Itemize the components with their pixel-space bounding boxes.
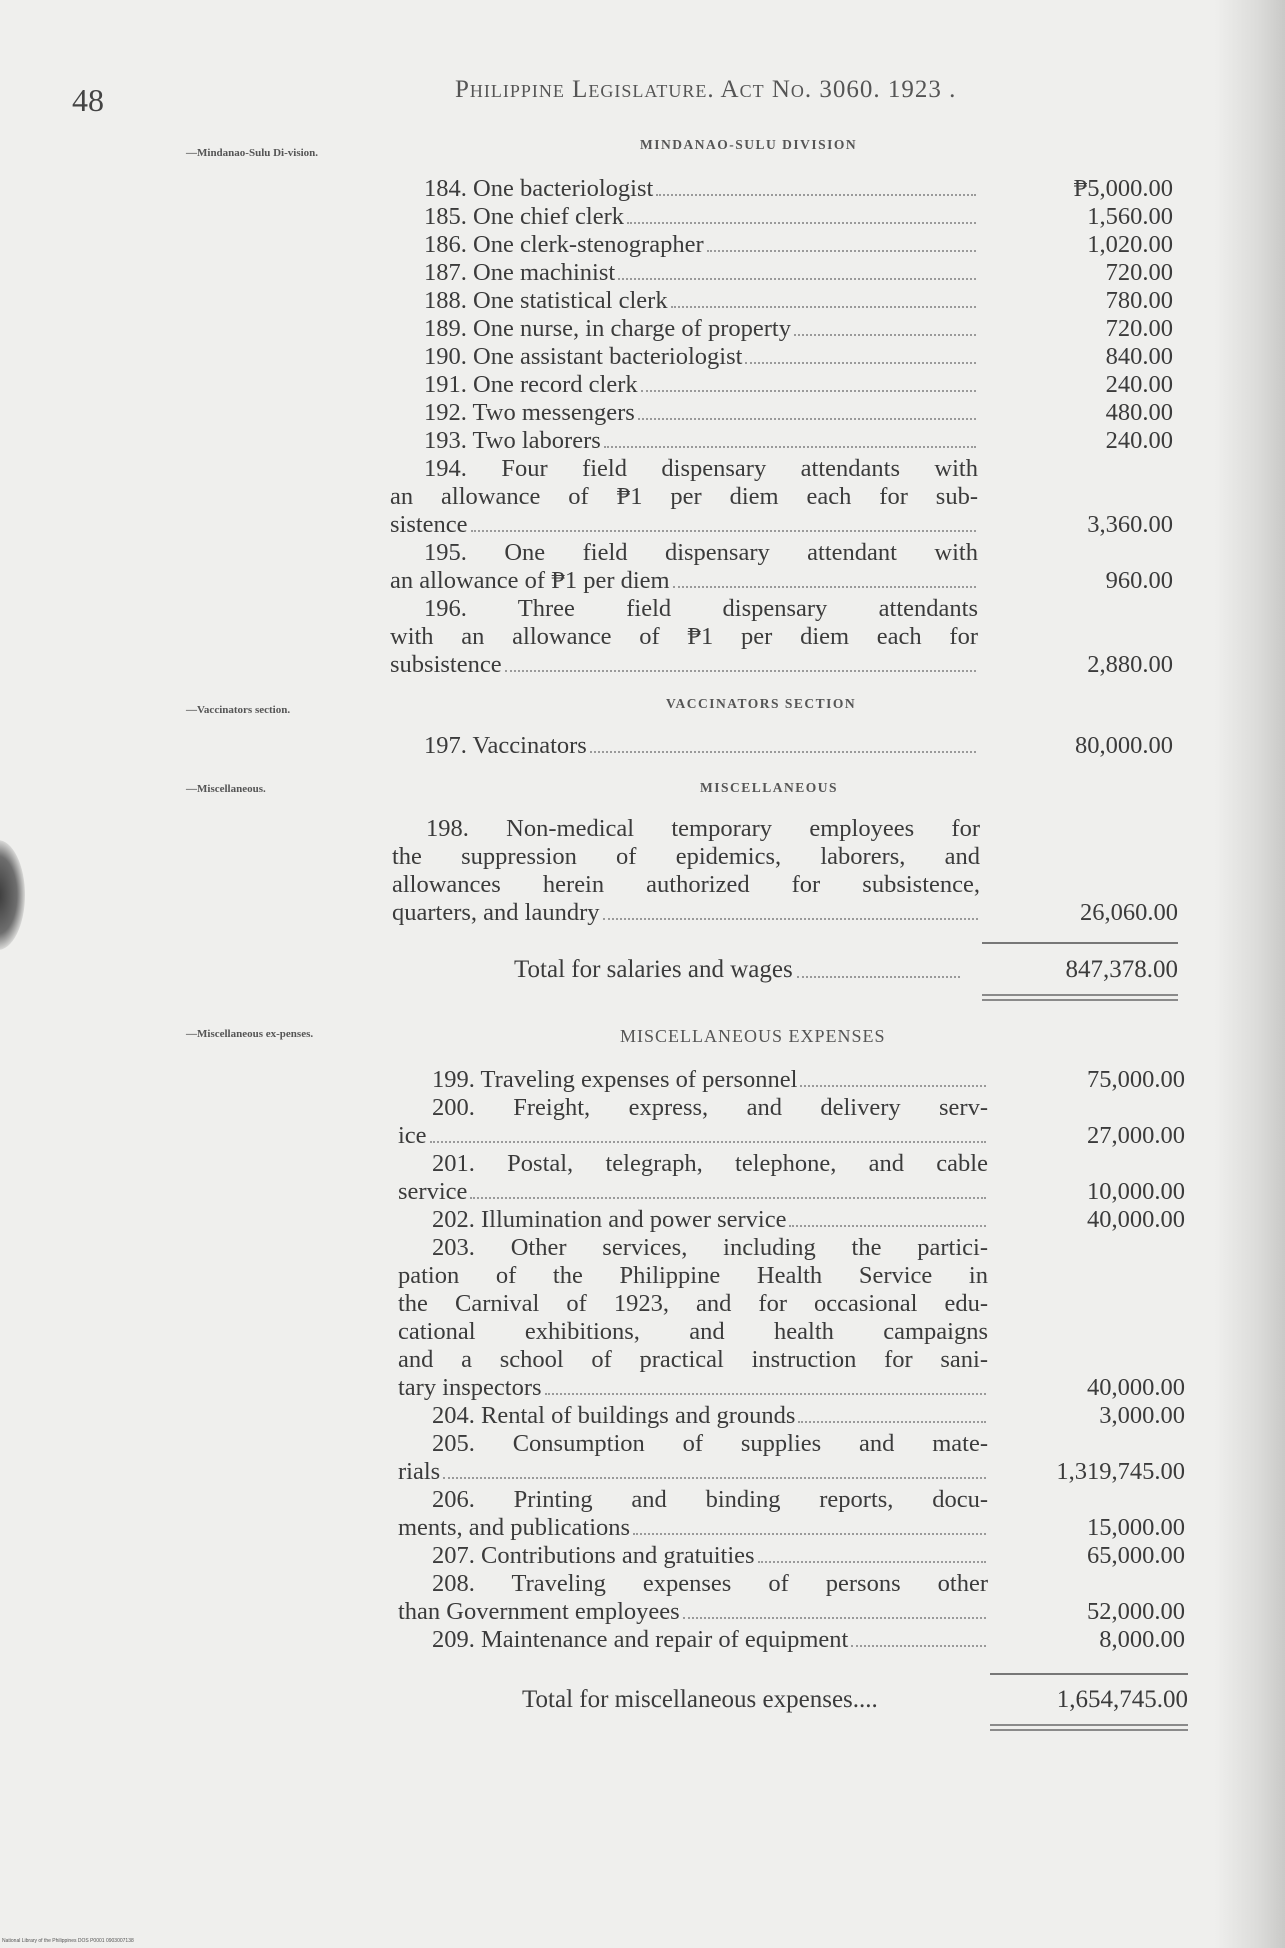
margin-note-vaccinators: —Vaccinators section. <box>186 704 291 716</box>
item-text-line: the suppression of epidemics, laborers, and <box>392 843 980 870</box>
dot-leader <box>707 250 976 252</box>
line-item <box>390 732 1173 760</box>
item-list-vaccinators <box>390 732 1173 760</box>
item-text-last-line <box>390 371 978 399</box>
item-text-line: 194. Four field dispensary attendants with <box>424 455 978 482</box>
margin-note-mindanao: —Mindanao-Sulu Di-vision. <box>186 147 319 159</box>
item-amount: 40,000.00 <box>1087 1206 1185 1233</box>
item-amount: 720.00 <box>1105 315 1173 342</box>
item-text-line: 196. Three field dispensary attendants <box>424 595 978 622</box>
item-amount: 40,000.00 <box>1087 1374 1185 1401</box>
item-text: 191. One record clerk <box>424 371 638 398</box>
dot-leader <box>671 306 976 308</box>
item-text-line: with an allowance of ₱1 per diem each for <box>390 623 978 650</box>
item-text-last-line <box>398 1178 988 1206</box>
item-text-last-line <box>390 399 978 427</box>
item-amount: 52,000.00 <box>1087 1598 1185 1625</box>
dot-leader <box>618 278 976 280</box>
item-text: sistence <box>390 511 468 538</box>
item-text-last-line <box>390 511 978 539</box>
item-text-line: 201. Postal, telegraph, telephone, and cable <box>432 1150 988 1177</box>
total-label-misc-expenses: Total for miscellaneous expenses.... <box>522 1686 878 1713</box>
item-text-last-line <box>390 567 978 595</box>
page-number: 48 <box>72 82 104 118</box>
item-list-miscellaneous <box>392 815 1178 927</box>
item-text-last-line <box>390 651 978 679</box>
item-text-last-line <box>398 1458 988 1486</box>
dot-leader <box>505 670 976 672</box>
line-item <box>390 399 1173 427</box>
item-text-last-line <box>398 1626 988 1654</box>
item-text-line: 208. Traveling expenses of persons other <box>432 1570 988 1597</box>
item-text: 202. Illumination and power service <box>432 1206 787 1233</box>
dot-leader <box>641 390 976 392</box>
total-double-rule-salaries <box>982 994 1178 1001</box>
item-amount: 75,000.00 <box>1087 1066 1185 1093</box>
running-head: Philippine Legislature. Act No. 3060. 1923 . <box>455 76 957 103</box>
item-amount: 780.00 <box>1105 287 1173 314</box>
line-item <box>398 1234 1185 1402</box>
item-text: 204. Rental of buildings and grounds <box>432 1402 796 1429</box>
item-amount: 840.00 <box>1105 343 1173 370</box>
line-item <box>390 427 1173 455</box>
line-item <box>398 1430 1185 1486</box>
total-amount-misc-expenses: 1,654,745.00 <box>1056 1686 1188 1713</box>
dot-leader <box>443 1477 986 1479</box>
total-rule-misc-expenses <box>990 1673 1188 1675</box>
dot-leader <box>745 362 976 364</box>
item-text-last-line <box>390 343 978 371</box>
dot-leader <box>590 751 976 753</box>
line-item <box>390 595 1173 679</box>
dot-leader <box>656 194 976 196</box>
item-text-last-line <box>398 1066 988 1094</box>
dot-leader <box>798 1421 986 1423</box>
item-text-line: cational exhibitions, and health campaigns <box>398 1318 988 1345</box>
item-text-last-line <box>390 287 978 315</box>
line-item <box>390 287 1173 315</box>
item-text-last-line <box>390 732 978 760</box>
item-text-last-line <box>390 315 978 343</box>
line-item <box>398 1570 1185 1626</box>
item-text-last-line <box>398 1542 988 1570</box>
section-heading-miscellaneous: MISCELLANEOUS <box>700 780 839 795</box>
item-text: 190. One assistant bacteriologist <box>424 343 743 370</box>
dot-leader <box>638 418 976 420</box>
item-text: 184. One bacteriologist <box>424 175 654 202</box>
item-text-line: allowances herein authorized for subsistence, <box>392 871 980 898</box>
item-amount: 8,000.00 <box>1099 1626 1185 1653</box>
item-amount: 2,880.00 <box>1087 651 1173 678</box>
item-amount: 27,000.00 <box>1087 1122 1185 1149</box>
line-item <box>398 1542 1185 1570</box>
item-text-line: an allowance of ₱1 per diem each for sub- <box>390 483 978 510</box>
item-text-last-line <box>398 1402 988 1430</box>
item-text: ice <box>398 1122 427 1149</box>
item-text: an allowance of ₱1 per diem <box>390 567 670 594</box>
page-edge-shadow <box>1215 0 1285 1948</box>
total-double-rule-misc-expenses <box>990 1724 1188 1731</box>
item-text-line: 200. Freight, express, and delivery serv- <box>432 1094 988 1121</box>
item-text-line: 198. Non-medical temporary employees for <box>426 815 980 842</box>
line-item <box>390 539 1173 595</box>
line-item <box>390 315 1173 343</box>
item-text-last-line <box>398 1514 988 1542</box>
item-amount: 1,560.00 <box>1087 203 1173 230</box>
item-text-last-line <box>398 1206 988 1234</box>
item-amount: 80,000.00 <box>1075 732 1173 759</box>
item-text: ments, and publications <box>398 1514 631 1541</box>
item-text: tary inspectors <box>398 1374 542 1401</box>
item-amount: 480.00 <box>1105 399 1173 426</box>
item-amount: 65,000.00 <box>1087 1542 1185 1569</box>
total-amount-salaries: 847,378.00 <box>1065 956 1178 983</box>
item-text-line: the Carnival of 1923, and for occasional edu- <box>398 1290 988 1317</box>
margin-note-miscellaneous: —Miscellaneous. <box>186 783 266 795</box>
line-item <box>390 455 1173 539</box>
section-heading-vaccinators: VACCINATORS SECTION <box>666 696 857 711</box>
dot-leader <box>627 222 976 224</box>
dot-leader <box>673 586 976 588</box>
dot-leader <box>604 446 976 448</box>
item-text-last-line <box>392 899 980 927</box>
item-text: 189. One nurse, in charge of property <box>424 315 791 342</box>
item-text-last-line <box>390 427 978 455</box>
item-amount: 720.00 <box>1105 259 1173 286</box>
section-heading-misc-expenses: MISCELLANEOUS EXPENSES <box>620 1026 886 1046</box>
item-text: rials <box>398 1458 441 1485</box>
item-text-last-line <box>398 1598 988 1626</box>
dot-leader <box>430 1141 986 1143</box>
item-text: than Government employees <box>398 1598 680 1625</box>
item-text-last-line <box>390 259 978 287</box>
item-text: 188. One statistical clerk <box>424 287 668 314</box>
line-item <box>398 1402 1185 1430</box>
item-list-mindanao <box>390 175 1173 679</box>
item-text: 209. Maintenance and repair of equipment <box>432 1626 849 1653</box>
item-amount: 1,020.00 <box>1087 231 1173 258</box>
dot-leader <box>683 1617 986 1619</box>
item-amount: 3,000.00 <box>1099 1402 1185 1429</box>
margin-note-misc-expenses: —Miscellaneous ex-penses. <box>186 1028 314 1040</box>
line-item <box>390 231 1173 259</box>
item-text: 207. Contributions and gratuities <box>432 1542 755 1569</box>
item-text-last-line <box>398 1374 988 1402</box>
dot-leader <box>794 334 976 336</box>
dot-leader <box>633 1533 986 1535</box>
line-item <box>390 259 1173 287</box>
item-text-last-line <box>390 175 978 203</box>
item-text: 186. One clerk-stenographer <box>424 231 704 258</box>
dot-leader <box>800 1085 986 1087</box>
dot-leader <box>470 1197 986 1199</box>
line-item <box>398 1626 1185 1654</box>
item-amount: 15,000.00 <box>1087 1514 1185 1541</box>
item-text-line: 195. One field dispensary attendant with <box>424 539 978 566</box>
item-text: subsistence <box>390 651 502 678</box>
dot-leader <box>471 530 976 532</box>
item-text: quarters, and laundry <box>392 899 600 926</box>
line-item <box>390 371 1173 399</box>
dot-leader <box>603 918 979 920</box>
dot-leader <box>545 1393 986 1395</box>
line-item <box>390 203 1173 231</box>
item-text: 193. Two laborers <box>424 427 601 454</box>
item-text-line: 206. Printing and binding reports, docu- <box>432 1486 988 1513</box>
item-text-line: and a school of practical instruction for sani- <box>398 1346 988 1373</box>
line-item <box>398 1206 1185 1234</box>
item-text-last-line <box>390 203 978 231</box>
item-text: 197. Vaccinators <box>424 732 587 759</box>
item-text: 185. One chief clerk <box>424 203 624 230</box>
item-text-line: pation of the Philippine Health Service in <box>398 1262 988 1289</box>
item-amount: 960.00 <box>1105 567 1173 594</box>
line-item <box>390 175 1173 203</box>
scan-thumb-shadow <box>0 840 25 950</box>
line-item <box>398 1150 1185 1206</box>
item-text-last-line <box>398 1122 988 1150</box>
line-item <box>392 815 1178 927</box>
line-item <box>398 1066 1185 1094</box>
item-text-line: 203. Other services, including the partici- <box>432 1234 988 1261</box>
line-item <box>398 1486 1185 1542</box>
dot-leader <box>758 1561 986 1563</box>
item-amount: 1,319,745.00 <box>1056 1458 1185 1485</box>
total-row-salaries <box>514 956 964 984</box>
item-amount: 240.00 <box>1105 427 1173 454</box>
line-item <box>390 343 1173 371</box>
total-rule-salaries <box>982 942 1178 944</box>
item-text-line: 205. Consumption of supplies and mate- <box>432 1430 988 1457</box>
item-text: 199. Traveling expenses of personnel <box>432 1066 798 1093</box>
item-text: service <box>398 1178 468 1205</box>
item-amount: 10,000.00 <box>1087 1178 1185 1205</box>
item-text: 187. One machinist <box>424 259 616 286</box>
dot-leader <box>851 1645 986 1647</box>
item-amount: 26,060.00 <box>1080 899 1178 926</box>
footer-library-note: National Library of the Philippines DOS P0001 0903007138 <box>2 1938 134 1944</box>
item-text: 192. Two messengers <box>424 399 635 426</box>
item-list-misc-expenses <box>398 1066 1185 1654</box>
total-label-salaries: Total for salaries and wages <box>514 956 793 983</box>
item-amount: 3,360.00 <box>1087 511 1173 538</box>
item-text-last-line <box>390 231 978 259</box>
section-heading-mindanao: MINDANAO-SULU DIVISION <box>640 137 858 152</box>
item-amount: 240.00 <box>1105 371 1173 398</box>
line-item <box>398 1094 1185 1150</box>
item-amount: ₱5,000.00 <box>1073 175 1173 202</box>
dot-leader <box>789 1225 986 1227</box>
total-leader-salaries <box>797 956 960 978</box>
